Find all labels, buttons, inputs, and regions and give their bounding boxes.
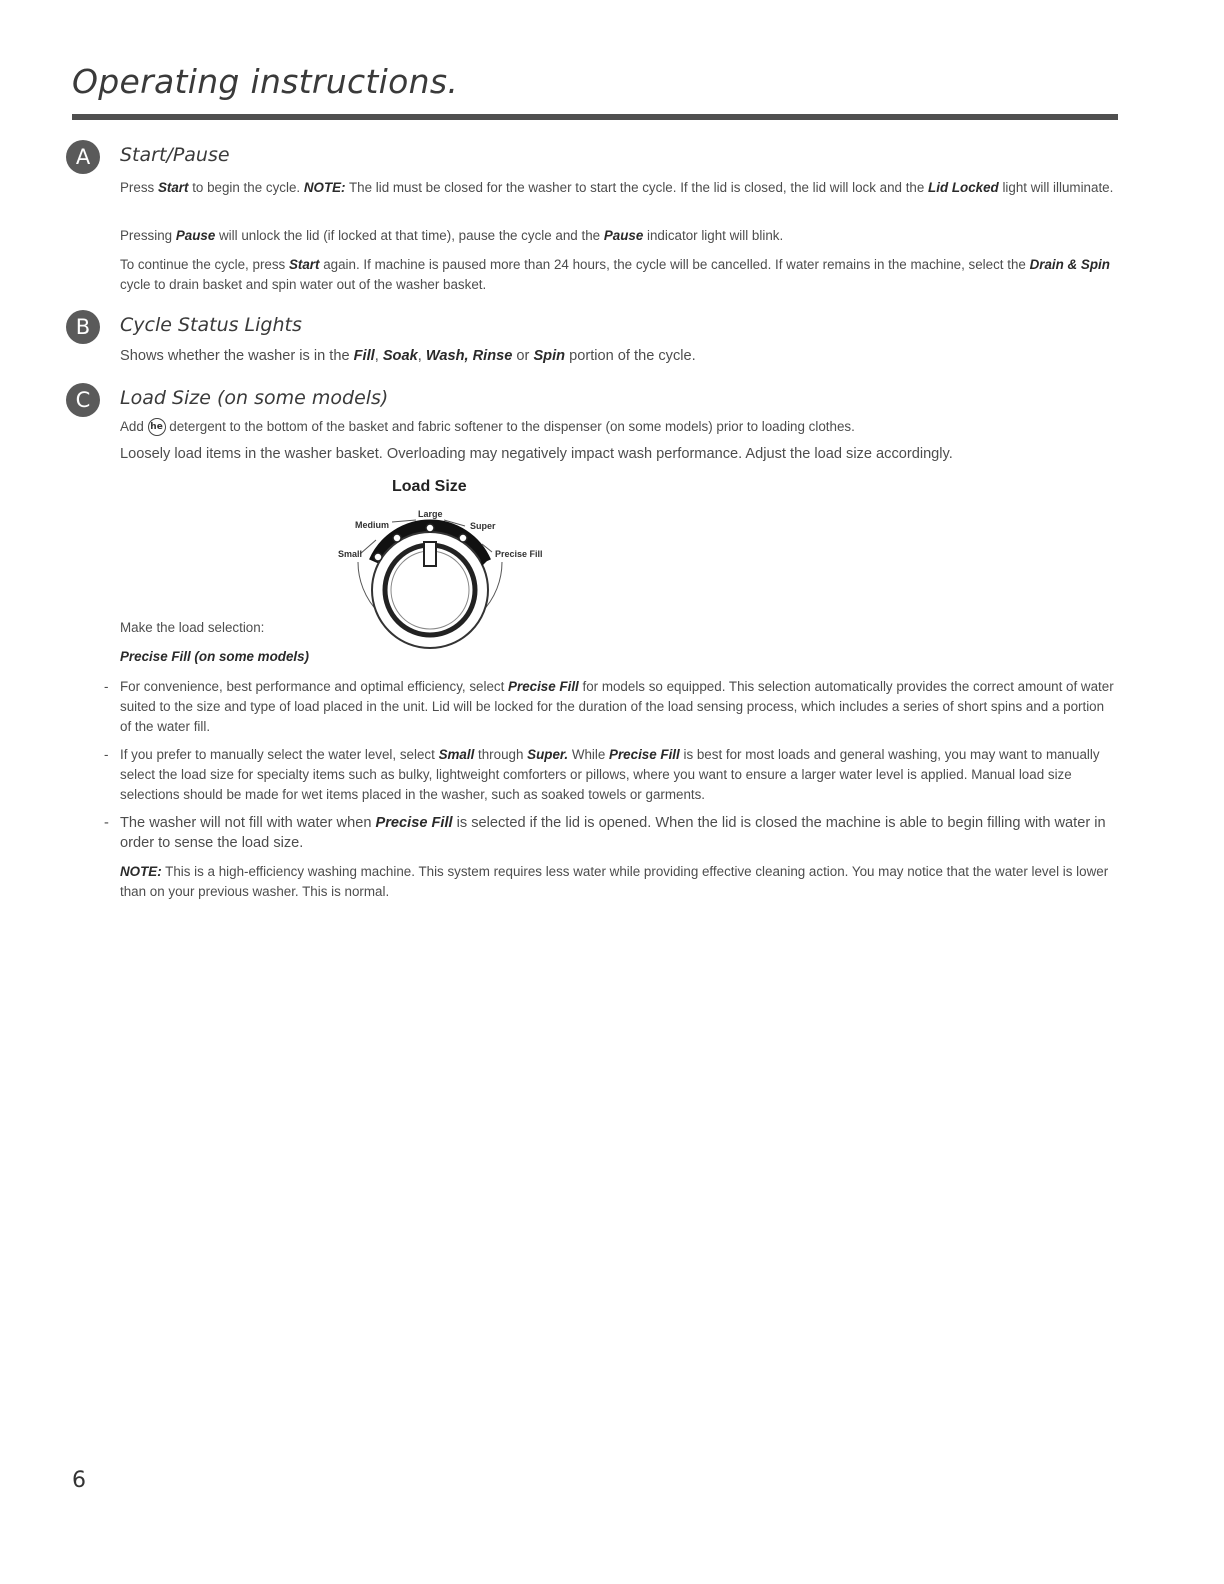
knob-label-large: Large	[418, 509, 443, 519]
knob-dot-medium	[393, 534, 401, 542]
knob-dot-small	[374, 553, 382, 561]
make-selection-text: Make the load selection:	[120, 620, 265, 635]
section-title-load-size: Load Size (on some models)	[120, 387, 389, 409]
cycle-status-paragraph: Shows whether the washer is in the Fill, Soak, Wash, Rinse or Spin portion of the cycle.	[120, 348, 696, 364]
precise-fill-heading: Precise Fill (on some models)	[120, 649, 310, 664]
load-size-knob-diagram	[320, 500, 560, 670]
load-size-paragraph-2: Loosely load items in the washer basket. Overloading may negatively impact wash performance. Adjust the load size accordingly.	[120, 446, 953, 462]
load-size-paragraph-1	[120, 417, 1120, 437]
knob-pointer	[424, 542, 436, 566]
knob-label-super: Super	[470, 521, 496, 531]
knob-label-small: Small	[338, 549, 363, 559]
section-title-cycle-status: Cycle Status Lights	[120, 314, 302, 336]
badge-b: B	[66, 310, 100, 344]
he-detergent-icon: he	[148, 418, 166, 436]
load-size-knob-title: Load Size	[392, 478, 467, 495]
detergent-text: detergent to the bottom of the basket and fabric softener to the dispenser (on some models) prior to loading clothes.	[165, 419, 855, 434]
section-title-start-pause: Start/Pause	[120, 144, 230, 166]
start-pause-paragraph-3: To continue the cycle, press Start again. If machine is paused more than 24 hours, the cycle will be cancelled. If water remains in the machine, select the Drain & Spin cycle to drain basket and spin water out of the washer basket.	[120, 257, 1110, 292]
start-pause-paragraph-1: Press Start to begin the cycle. NOTE: The lid must be closed for the washer to start the cycle. If the lid is closed, the lid will lock and the Lid Locked light will illuminate.	[120, 180, 1114, 195]
bullet-item: - For convenience, best performance and optimal efficiency, select Precise Fill for models so equipped. This selection automatically provides the correct amount of water suited to the size and type of load placed in the unit. Lid will be locked for the duration of the load sensing process, which includes a series of short spins and a portion of the water fill.	[104, 679, 1114, 734]
title-divider	[72, 114, 1118, 120]
knob-label-precise-fill: Precise Fill	[495, 549, 543, 559]
bullet-item: - If you prefer to manually select the water level, select Small through Super. While Precise Fill is best for most loads and general washing, you may want to manually select the load size for specialty items such as bulky, lightweight comforters or pillows, where you want to ensure a larger water level is applied. Manual load size selections should be made for wet items placed in the washer, such as soaked towels or garments.	[104, 747, 1100, 802]
page-title: Operating instructions.	[72, 62, 459, 101]
bullet-item: - The washer will not fill with water when Precise Fill is selected if the lid is opened. When the lid is closed the machine is able to begin filling with water in order to sense the load size.	[104, 815, 1106, 851]
add-text: Add	[120, 419, 148, 434]
start-pause-paragraph-2: Pressing Pause will unlock the lid (if locked at that time), pause the cycle and the Pause indicator light will blink.	[120, 228, 784, 243]
note-paragraph: NOTE: This is a high-efficiency washing machine. This system requires less water while providing effective cleaning action. You may notice that the water level is lower than on your previous washer. This is normal.	[120, 864, 1109, 899]
badge-c: C	[66, 383, 100, 417]
page-number: 6	[72, 1468, 86, 1493]
knob-dot-large	[426, 524, 434, 532]
knob-dot-super	[459, 534, 467, 542]
badge-a: A	[66, 140, 100, 174]
knob-label-medium: Medium	[355, 520, 390, 530]
